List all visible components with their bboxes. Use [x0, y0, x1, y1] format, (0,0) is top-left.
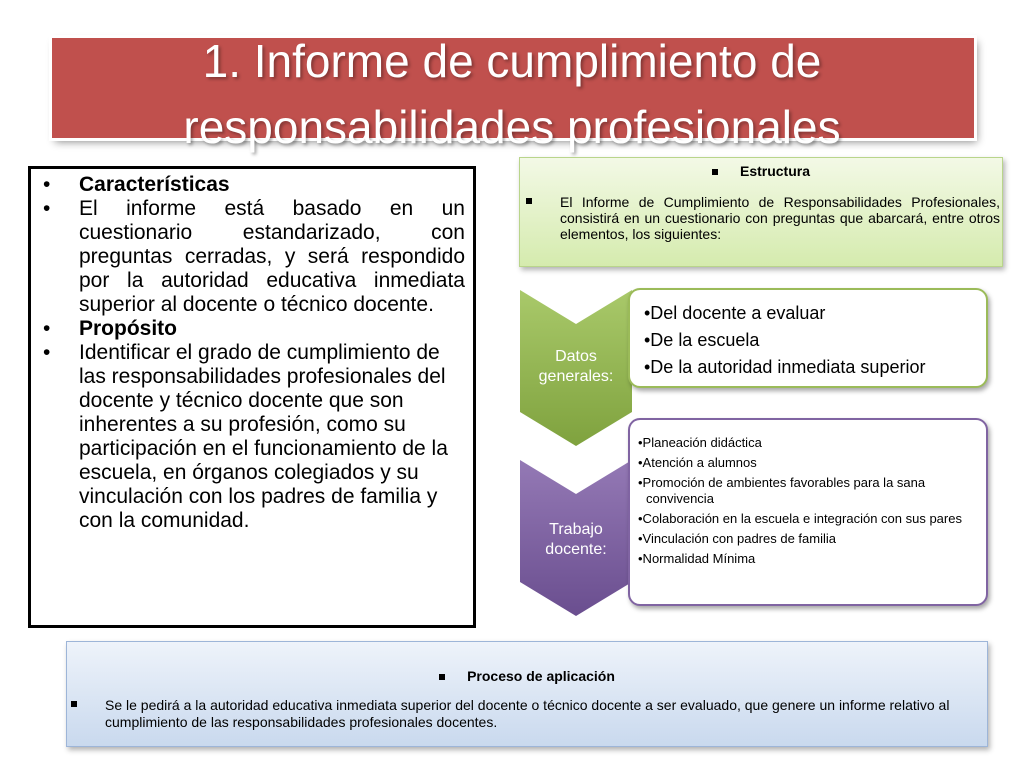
square-bullet-icon [526, 198, 532, 204]
datos-generales-label-line-2: generales: [538, 368, 614, 385]
bullet: • [43, 317, 51, 340]
trabajo-docente-list [628, 418, 988, 606]
trabajo-docente-label-line-1: Trabajo [549, 521, 603, 538]
datos-generales-label-line-1: Datos [555, 348, 597, 365]
list-item [41, 197, 465, 317]
list-item: •De la escuela [644, 330, 760, 350]
structure-panel [519, 157, 1003, 267]
list-item: •Normalidad Mínima [638, 551, 756, 566]
square-bullet-icon [439, 674, 445, 680]
process-body [105, 697, 977, 731]
list-item: •Planeación didáctica [638, 435, 762, 450]
characteristics-heading: Características [79, 173, 230, 196]
list-item [41, 341, 465, 533]
structure-body [560, 194, 1000, 242]
structure-heading-text: Estructura [739, 163, 811, 179]
list-item [41, 173, 465, 197]
list-item: •Colaboración en la escuela e integración con sus pares [638, 511, 962, 526]
structure-heading [520, 163, 1002, 179]
trabajo-docente-label-line-2: docente: [545, 541, 607, 558]
trabajo-docente-chevron [520, 420, 632, 616]
process-heading [67, 668, 987, 684]
bullet: • [43, 173, 51, 196]
trabajo-docente-label [520, 520, 632, 560]
slide-title-line-2: responsabilidades profesionales [183, 101, 841, 153]
process-panel [66, 641, 988, 747]
purpose-text: Identificar el grado de cumplimiento de las responsabilidades profesionales del docente y técnico docente que son inherentes a su profesión, como su participación en el funcionamiento de la escuela, en órganos colegiados y su vinculación con los padres de familia y con la comunidad. [79, 341, 448, 532]
list-item: •De la autoridad inmediata superior [644, 357, 926, 377]
slide-title-line-1: 1. Informe de cumplimiento de [202, 35, 822, 87]
square-bullet-icon [71, 701, 77, 707]
bullet: • [43, 197, 51, 220]
characteristics-list [41, 173, 465, 533]
datos-generales-list [628, 288, 988, 388]
list-item: •Vinculación con padres de familia [638, 531, 836, 546]
structure-body-text: El Informe de Cumplimiento de Responsabilidades Profesionales, consistirá en un cuestionario con preguntas que abarcará, entre otros elementos, los siguientes: [560, 194, 1000, 242]
title-banner [52, 38, 974, 138]
list-item: •Promoción de ambientes favorables para la sana convivencia [638, 475, 926, 506]
bullet: • [43, 341, 51, 364]
square-bullet-icon [712, 169, 718, 175]
datos-generales-label [520, 347, 632, 387]
list-item: •Atención a alumnos [638, 455, 757, 470]
process-body-text: Se le pedirá a la autoridad educativa inmediata superior del docente o técnico docente a ser evaluado, que genere un informe relativo al cumplimiento de las responsabilidades profesionales docentes. [105, 697, 950, 730]
process-heading-text: Proceso de aplicación [467, 668, 615, 684]
purpose-heading: Propósito [79, 317, 177, 340]
characteristics-text: El informe está basado en un cuestionario estandarizado, con preguntas cerradas, y será respondido por la autoridad educativa inmediata superior al docente o técnico docente. [79, 197, 465, 316]
characteristics-panel [28, 166, 476, 628]
list-item [41, 317, 465, 341]
list-item: •Del docente a evaluar [644, 303, 826, 323]
